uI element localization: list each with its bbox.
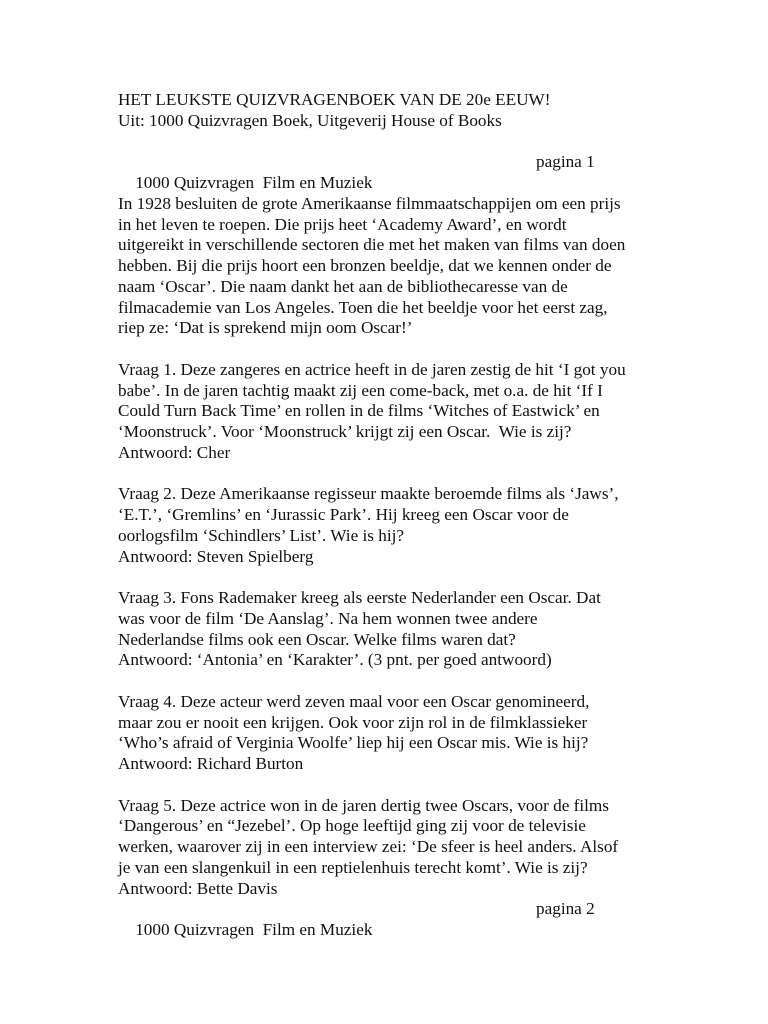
question-4 — [118, 692, 658, 775]
question-line: je van een slangenkuil in een reptielenhuis terecht komt’. Wie is zij? — [118, 857, 588, 877]
document-source: Uit: 1000 Quizvragen Boek, Uitgeverij House of Books — [118, 110, 502, 130]
question-line: ‘Who’s afraid of Verginia Woolfe’ liep hij een Oscar mis. Wie is hij? — [118, 733, 589, 753]
answer-line: Antwoord: Steven Spielberg — [118, 546, 314, 566]
intro-line: in het leven te roepen. Die prijs heet ‘Academy Award’, en wordt — [118, 214, 567, 234]
question-1 — [118, 360, 658, 464]
question-line: Nederlandse films ook een Oscar. Welke films waren dat? — [118, 629, 516, 649]
question-line: oorlogsfilm ‘Schindlers’ List’. Wie is hij? — [118, 525, 405, 545]
question-line: Vraag 5. Deze actrice won in de jaren dertig twee Oscars, voor de films — [118, 795, 609, 815]
intro-line: uitgereikt in verschillende sectoren die met het maken van films van doen — [118, 235, 626, 255]
spacer — [118, 671, 658, 692]
question-line: ‘Moonstruck’. Voor ‘Moonstruck’ krijgt zij een Oscar. Wie is zij? — [118, 422, 572, 441]
page-number: pagina 2 — [536, 899, 595, 919]
intro-line: riep ze: ‘Dat is sprekend mijn oom Oscar!’ — [118, 318, 413, 338]
question-5 — [118, 796, 658, 900]
document-page — [118, 90, 658, 939]
answer-line: Antwoord: Cher — [118, 442, 231, 462]
spacer — [118, 464, 658, 485]
question-line: babe’. In de jaren tachtig maakt zij een come-back, met o.a. de hit ‘If I — [118, 380, 603, 400]
intro-line: In 1928 besluiten de grote Amerikaanse filmmaatschappijen om een prijs — [118, 193, 621, 213]
question-line: ‘Dangerous’ en “Jezebel’. Op hoge leeftijd ging zij voor de televisie — [118, 816, 586, 836]
answer-line: Antwoord: Richard Burton — [118, 754, 304, 773]
question-line: Vraag 2. Deze Amerikaanse regisseur maakte beroemde films als ‘Jaws’, — [118, 484, 619, 504]
spacer — [118, 132, 658, 153]
question-line: maar zou er nooit een krijgen. Ook voor zijn rol in de filmklassieker — [118, 712, 588, 732]
intro-paragraph — [118, 194, 658, 339]
intro-line: hebben. Bij die prijs hoort een bronzen beeldje, dat we kennen onder de — [118, 256, 612, 275]
answer-line: Antwoord: ‘Antonia’ en ‘Karakter’. (3 pnt. per goed antwoord) — [118, 650, 552, 670]
page-number: pagina 1 — [536, 152, 595, 172]
question-line: Vraag 3. Fons Rademaker kreeg als eerste Nederlander een Oscar. Dat — [118, 588, 601, 607]
question-line: werken, waarover zij in een interview zei: ‘De sfeer is heel anders. Alsof — [118, 837, 619, 856]
question-3 — [118, 588, 658, 671]
page-header-label: 1000 Quizvragen Film en Muziek — [135, 920, 373, 939]
intro-line: naam ‘Oscar’. Die naam dankt het aan de bibliothecaresse van de — [118, 276, 568, 296]
spacer — [118, 567, 658, 588]
question-line: was voor de film ‘De Aanslag’. Na hem wonnen twee andere — [118, 608, 538, 628]
question-line: Vraag 4. Deze acteur werd zeven maal voor een Oscar genomineerd, — [118, 691, 590, 711]
answer-line: Antwoord: Bette Davis — [118, 878, 278, 898]
spacer — [118, 775, 658, 796]
intro-line: filmacademie van Los Angeles. Toen die het beeldje voor het eerst zag, — [118, 297, 608, 317]
question-line: Vraag 1. Deze zangeres en actrice heeft in de jaren zestig de hit ‘I got you — [118, 359, 626, 379]
question-line: Could Turn Back Time’ en rollen in de films ‘Witches of Eastwick’ en — [118, 401, 600, 421]
spacer — [118, 339, 658, 360]
page-header-1 — [118, 152, 658, 192]
question-2 — [118, 484, 658, 567]
question-line: ‘E.T.’, ‘Gremlins’ en ‘Jurassic Park’. Hij kreeg een Oscar voor de — [118, 505, 569, 524]
document-title: HET LEUKSTE QUIZVRAGENBOEK VAN DE 20e EEUW! — [118, 90, 551, 109]
page-header-2 — [118, 899, 658, 939]
page-header-label: 1000 Quizvragen Film en Muziek — [135, 173, 373, 192]
